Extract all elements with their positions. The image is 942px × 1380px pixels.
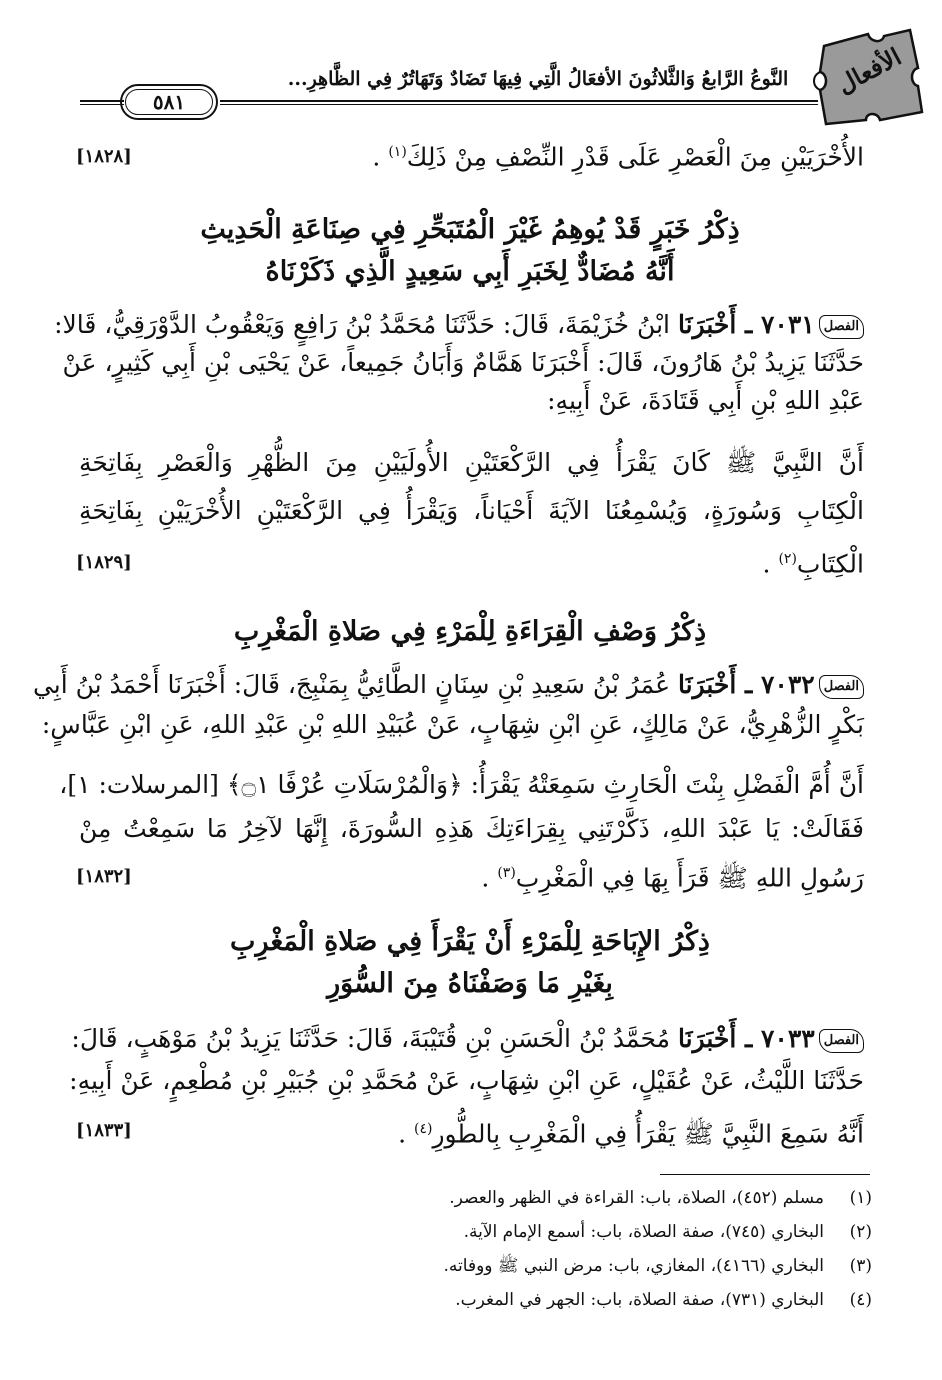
text-span: . <box>481 863 498 893</box>
chapter-label: الأفعال <box>832 41 906 100</box>
hadith-number: ٧٠٣٢ ـ أَخْبَرَنَا <box>677 670 815 699</box>
text-span: مُحَمَّدُ بْنُ الْحَسَنِ بْنِ قُتَيْبَةَ، قَالَ: حَدَّثَنَا يَزِيدُ بْنُ مَوْهَبٍ، قَالَ: <box>71 1024 678 1053</box>
footnote-number: (٢) <box>849 1222 872 1242</box>
footnote-marker: (٤) <box>413 1121 433 1137</box>
fasl-badge: الفصل <box>819 675 864 699</box>
footnote-marker: (٢) <box>778 551 797 567</box>
footnote-text: البخاري (٧٣١)، صفة الصلاة، باب: الجهر في المغرب. <box>455 1290 824 1310</box>
text-span: . <box>372 142 389 172</box>
section-heading: ذِكْرُ الإِبَاحَةِ لِلْمَرْءِ أَنْ يَقْرَأَ فِي صَلاةِ الْمَغْرِبِ <box>230 926 710 957</box>
text-span: . <box>762 549 779 579</box>
text-span: ابْنُ خُزَيْمَةَ، قَالَ: حَدَّثَنَا مُحَمَّدُ بْنُ رَافِعٍ وَيَعْقُوبُ الدَّوْرَقِيُّ، قَالا: <box>54 310 678 339</box>
text-span: الْكِتَابِ <box>796 549 864 579</box>
hadith-reference: [١٨٢٩] <box>76 552 132 573</box>
text-line: عَبْدِ اللهِ بْنِ أَبِي قَتَادَةَ، عَنْ أَبِيهِ: <box>547 386 864 415</box>
text-line: أَنَّ النَّبِيَّ ﷺ كَانَ يَقْرَأُ فِي الرَّكْعَتَيْنِ الأُولَيَيْنِ مِنَ الظُّهْرِ وَالْعَصْرِ بِفَاتِحَةِ <box>79 448 864 477</box>
text-line: حَدَّثَنَا اللَّيْثُ، عَنْ عُقَيْلٍ، عَنِ ابْنِ شِهَابٍ، عَنْ مُحَمَّدِ بْنِ جُبَيْرِ بْنِ مُطْعِمٍ، عَنْ أَبِيهِ: <box>69 1066 864 1095</box>
text-line: بَكْرٍ الزُّهْرِيُّ، عَنْ مَالِكٍ، عَنِ ابْنِ شِهَابٍ، عَنْ عُبَيْدِ اللهِ بْنِ عَبْدِ اللهِ، عَنِ ابْنِ عَبَّاسٍ: <box>41 710 864 739</box>
text-span: . <box>398 1119 414 1149</box>
hadith-number: ٧٠٣٣ ـ أَخْبَرَنَا <box>677 1024 815 1053</box>
footnote-text: البخاري (٤١٦٦)، المغازي، باب: مرض النبي ﷺ ووفاته. <box>443 1256 824 1276</box>
header-rule <box>80 104 124 105</box>
text-line: الْكِتَابِ وَسُورَةٍ، وَيُسْمِعُنَا الآيَةَ أَحْيَاناً، وَيَقْرَأُ فِي الرَّكْعَتَيْنِ الأُخْرَيَيْنِ بِفَاتِحَةِ <box>79 496 864 525</box>
footnote <box>72 1220 872 1244</box>
fasl-badge: الفصل <box>819 315 864 339</box>
hadith-reference: [١٨٣٣] <box>76 1120 132 1141</box>
footnote-marker: (٣) <box>497 865 516 881</box>
section-heading: بِغَيْرِ مَا وَصَفْنَاهُ مِنَ السُّوَرِ <box>327 968 613 999</box>
text-line <box>54 308 864 342</box>
page-number: ٥٨١ <box>120 84 218 120</box>
section-heading: ذِكْرُ وَصْفِ الْقِرَاءَةِ لِلْمَرْءِ فِي صَلاةِ الْمَغْرِبِ <box>233 616 707 647</box>
text-line <box>398 1112 864 1151</box>
footnote <box>72 1254 872 1278</box>
text-span: رَسُولِ اللهِ ﷺ قَرَأَ بِهَا فِي الْمَغْرِبِ <box>515 863 864 893</box>
section-heading: ذِكْرُ خَبَرٍ قَدْ يُوهِمُ غَيْرَ الْمُتَبَحِّرِ فِي صِنَاعَةِ الْحَدِيثِ <box>200 214 740 245</box>
text-line <box>372 135 864 174</box>
text-line: حَدَّثَنَا يَزِيدُ بْنُ هَارُونَ، قَالَ: أَخْبَرَنَا هَمَّامٌ وَأَبَانُ جَمِيعاً، عَنْ يَحْيَى بْنِ أَبِي كَثِيرٍ، عَنْ <box>62 348 864 377</box>
footnote-number: (٤) <box>849 1290 872 1310</box>
text-line <box>763 542 864 581</box>
fasl-badge: الفصل <box>819 1029 864 1053</box>
section-heading: أَنَّهُ مُضَادٌّ لِخَبَرِ أَبِي سَعِيدٍ الَّذِي ذَكَرْنَاهُ <box>265 256 675 287</box>
footnote-number: (٣) <box>849 1256 872 1276</box>
footnote-text: مسلم (٤٥٢)، الصلاة، باب: القراءة في الظهر والعصر. <box>449 1188 824 1208</box>
text-line: أَنَّ أُمَّ الْفَضْلِ بِنْتَ الْحَارِثِ سَمِعَتْهُ يَقْرَأُ: ﴿وَالْمُرْسَلَاتِ عُرْفًا ۝١﴾ [المرسلات: ١]، <box>59 770 864 799</box>
header-rule <box>220 104 818 105</box>
footnote <box>72 1186 872 1210</box>
text-line <box>32 668 864 702</box>
hadith-number: ٧٠٣١ ـ أَخْبَرَنَا <box>677 310 815 339</box>
footnote-number: (١) <box>849 1188 872 1208</box>
text-span: أَنَّهُ سَمِعَ النَّبِيَّ ﷺ يَقْرَأُ فِي الْمَغْرِبِ بِالطُّورِ <box>432 1119 864 1149</box>
header-rule <box>220 100 818 102</box>
footnote-marker: (١) <box>388 144 407 160</box>
footnote-rule <box>660 1174 870 1175</box>
hadith-reference: [١٨٣٢] <box>76 866 132 887</box>
hadith-reference: [١٨٢٨] <box>76 146 132 167</box>
text-line <box>481 856 864 895</box>
footnote-text: البخاري (٧٤٥)، صفة الصلاة، باب: أسمع الإمام الآية. <box>463 1222 824 1242</box>
text-span: الأُخْرَيَيْنِ مِنَ الْعَصْرِ عَلَى قَدْرِ النِّصْفِ مِنْ ذَلِكَ <box>406 142 864 172</box>
running-title: النَّوعُ الرَّابعُ وَالثَّلاثُونَ الأفعَالُ الَّتِي فِيهَا تَضَادٌ وَتَهَاتُرٌ فِي الظَّاهِرِ... <box>287 68 789 90</box>
header-rule <box>80 100 124 102</box>
page-header <box>70 28 930 128</box>
text-line: فَقَالَتْ: يَا عَبْدَ اللهِ، ذَكَّرْتَنِي بِقِرَاءَتِكَ هَذِهِ السُّورَةَ، إِنَّهَا لآخِرُ مَا سَمِعْتُ مِنْ <box>79 814 864 843</box>
text-span: عُمَرُ بْنُ سَعِيدِ بْنِ سِنَانٍ الطَّائِيُّ بِمَنْبِجَ، قَالَ: أَخْبَرَنَا أَحْمَدُ بْنُ أَبِي <box>32 670 678 699</box>
footnote <box>72 1288 872 1312</box>
text-line <box>71 1022 864 1056</box>
